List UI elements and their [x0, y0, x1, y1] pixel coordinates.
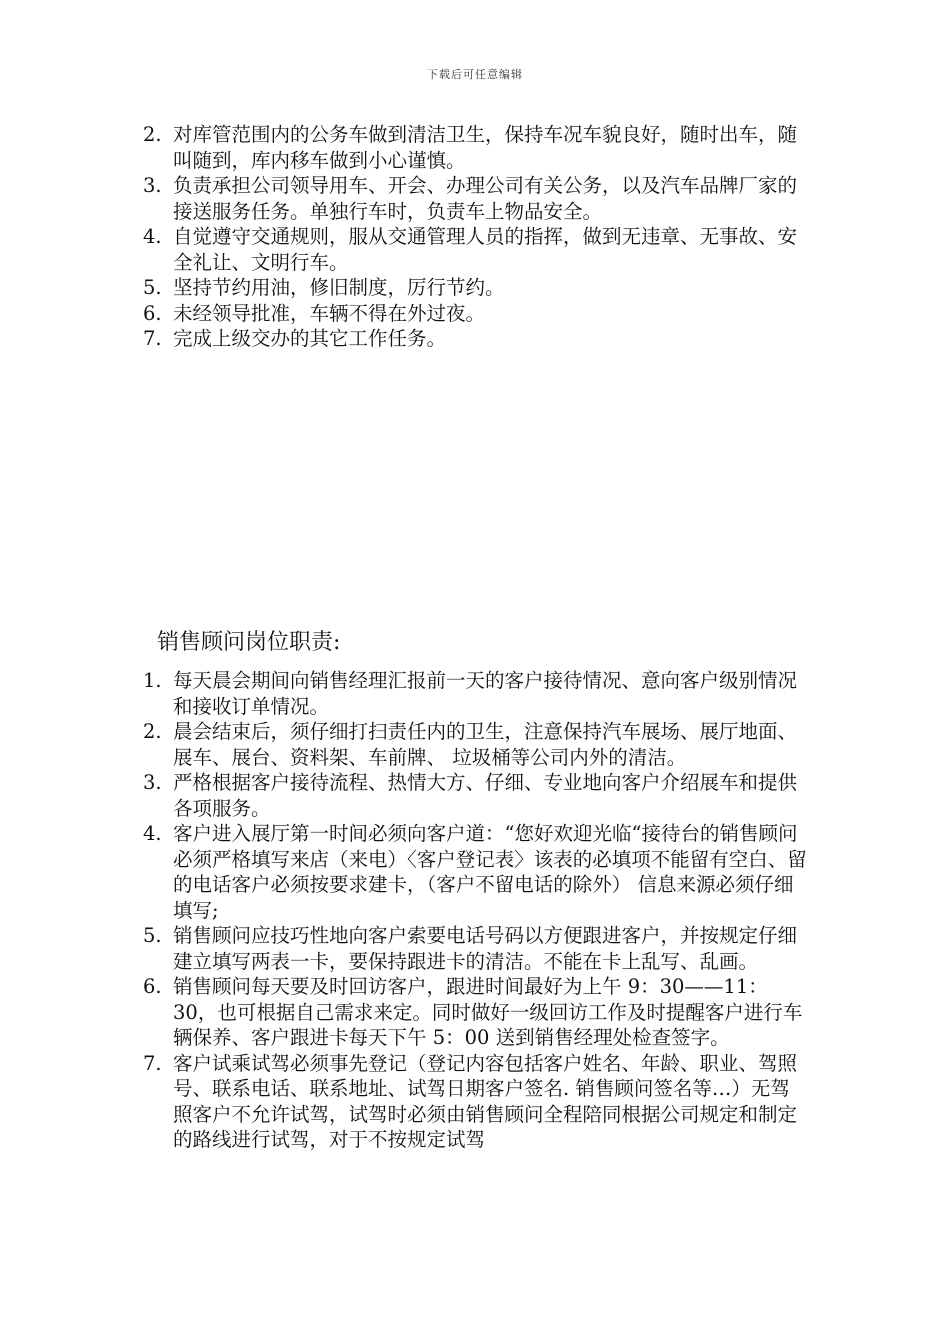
list-item-text: 坚持节约用油，修旧制度，厉行节约。: [173, 276, 505, 299]
section-title: 销售顾问岗位职责:: [157, 630, 341, 655]
list-item-number: 7.: [143, 1051, 162, 1075]
list-item-number: 3.: [143, 771, 162, 794]
list-item-text: 未经领导批准，车辆不得在外过夜。: [173, 301, 486, 325]
list-item-number: 1.: [143, 669, 162, 692]
list-item-text: 对库管范围内的公务车做到清洁卫生，保持车况车貌良好，随时出车，随叫随到，库内移车做到小心谨慎。: [173, 123, 798, 172]
list-item-number: 2.: [143, 123, 162, 146]
list-item-text: 完成上级交办的其它工作任务。: [173, 327, 447, 350]
list-item: [143, 1051, 808, 1153]
list-item-text: 客户试乘试驾必须事先登记（登记内容包括客户姓名、年龄、职业、驾照号、联系电话、联系地址、试驾日期客户签名. 销售顾问签名等…）无驾照客户不允许试驾，试驾时必须由销售顾问全程陪同根据公司规定和制定的路线进行试驾，对于不按规定试驾: [173, 1051, 798, 1151]
list-item-number: 4.: [143, 225, 162, 248]
driver-duties-list: [143, 122, 808, 352]
list-item: [143, 821, 808, 923]
list-item-number: 6.: [143, 301, 162, 325]
list-item-number: 4.: [143, 822, 162, 845]
list-item: [143, 923, 808, 974]
list-item-text: 客户进入展厅第一时间必须向客户道：“您好欢迎光临“接待台的销售顾问必须严格填写来店（来电）〈客户登记表〉该表的必填项不能留有空白、留的电话客户必须按要求建卡，（客户不留电话的除外） 信息来源必须仔细填写;: [173, 822, 807, 922]
list-item-number: 7.: [143, 327, 162, 350]
list-item-text: 销售顾问每天要及时回访客户，跟进时间最好为上午 9：30——11：30，也可根据自己需求来定。同时做好一级回访工作及时提醒客户进行车辆保养、客户跟进卡每天下午 5：00 送到销售经理处检查签字。: [173, 975, 803, 1049]
list-item-text: 自觉遵守交通规则，服从交通管理人员的指挥，做到无违章、无事故、安全礼让、文明行车。: [173, 225, 798, 274]
list-item-text: 负责承担公司领导用车、开会、办理公司有关公务，以及汽车品牌厂家的接送服务任务。单独行车时，负责车上物品安全。: [173, 174, 798, 223]
page-header-note: 下载后可任意编辑: [427, 68, 523, 81]
list-item: [143, 326, 808, 352]
sales-consultant-duties-list: [143, 668, 808, 1153]
list-item: [143, 770, 808, 821]
list-item-text: 每天晨会期间向销售经理汇报前一天的客户接待情况、意向客户级别情况和接收订单情况。: [173, 669, 798, 718]
list-item: [143, 122, 808, 173]
list-item: [143, 719, 808, 770]
list-item: [143, 301, 808, 327]
list-item: [143, 668, 808, 719]
list-item-number: 5.: [143, 276, 162, 299]
list-item-number: 2.: [143, 720, 162, 743]
list-item: [143, 224, 808, 275]
list-item: [143, 173, 808, 224]
list-item: [143, 974, 808, 1051]
list-item-number: 5.: [143, 924, 162, 947]
list-item: [143, 275, 808, 301]
list-item-number: 3.: [143, 174, 162, 197]
list-item-text: 严格根据客户接待流程、热情大方、仔细、专业地向客户介绍展车和提供各项服务。: [173, 771, 798, 820]
list-item-text: 晨会结束后，须仔细打扫责任内的卫生，注意保持汽车展场、展厅地面、展车、展台、资料架、车前牌、 垃圾桶等公司内外的清洁。: [173, 720, 798, 769]
list-item-number: 6.: [143, 975, 162, 998]
list-item-text: 销售顾问应技巧性地向客户索要电话号码以方便跟进客户，并按规定仔细建立填写两表一卡，要保持跟进卡的清洁。不能在卡上乱写、乱画。: [173, 924, 798, 973]
